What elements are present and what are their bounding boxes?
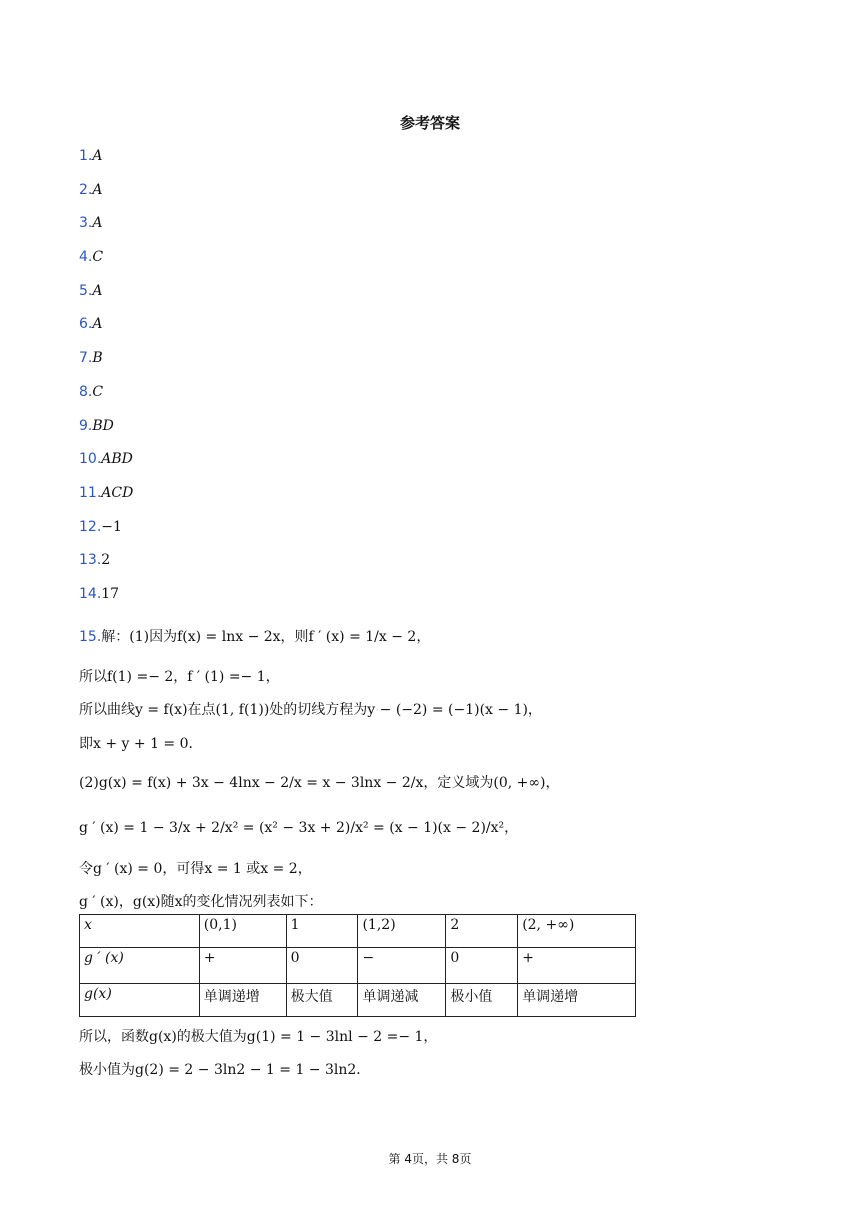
table-cell: +	[518, 948, 636, 984]
solution-line-9	[79, 1026, 779, 1046]
list-item	[79, 584, 133, 618]
table-cell: x	[80, 915, 200, 948]
answer-number: 4.	[79, 249, 93, 266]
answer-number: 15.	[79, 629, 102, 645]
table-cell: (2, +∞)	[518, 915, 636, 948]
solution-text: 令g ′ (x) = 0，可得x = 1 或x = 2，	[79, 861, 312, 877]
table-cell: 极小值	[446, 984, 518, 1017]
table-cell: (1,2)	[358, 915, 446, 948]
answer-value: A	[92, 215, 103, 232]
solution-text: 极小值为g(2) = 2 − 3ln2 − 1 = 1 − 3ln2．	[79, 1062, 371, 1078]
solution-line-3	[79, 699, 779, 719]
table-row	[80, 948, 636, 984]
answer-number: 8.	[79, 383, 93, 400]
list-item	[79, 449, 133, 483]
list-item	[79, 281, 133, 315]
list-item	[79, 483, 133, 517]
table-cell: 极大值	[286, 984, 358, 1017]
solution-text: (2)g(x) = f(x) + 3x − 4lnx − 2/x = x − 3lnx − 2/x，定义域为(0, +∞)，	[79, 775, 560, 791]
variation-table	[79, 914, 636, 1017]
list-item	[79, 180, 133, 214]
solution-text: 即x + y + 1 = 0．	[79, 736, 203, 752]
answer-value: ACD	[101, 484, 134, 501]
answer-number: 9.	[79, 417, 93, 434]
table-cell: 单调递减	[358, 984, 446, 1017]
table-cell: 2	[446, 915, 518, 948]
answer-number: 5.	[79, 282, 93, 299]
list-item	[79, 517, 133, 551]
answer-number: 1.	[79, 148, 93, 164]
solution-line-1	[79, 626, 779, 646]
list-item	[79, 314, 133, 348]
answer-number: 2.	[79, 181, 93, 198]
list-item	[79, 247, 133, 281]
answer-value: −1	[101, 518, 122, 535]
table-cell: 0	[286, 948, 358, 984]
page-title: 参考答案	[399, 114, 460, 132]
answer-number: 14.	[79, 585, 102, 602]
answer-value: 17	[101, 585, 120, 602]
solution-text: 解：(1)因为f(x) = lnx − 2x，则f ′ (x) = 1/x − 2，	[101, 629, 431, 645]
list-item	[79, 382, 133, 416]
answer-number: 3.	[79, 215, 93, 232]
answer-number: 12.	[79, 518, 102, 535]
answer-value: A	[92, 282, 103, 299]
solution-line-10	[79, 1059, 779, 1079]
table-cell: −	[358, 948, 446, 984]
table-row	[80, 915, 636, 948]
list-item	[79, 146, 133, 180]
list-item	[79, 213, 133, 247]
solution-text: g ′ (x)，g(x)随x的变化情况列表如下：	[79, 894, 323, 910]
table-cell: (0,1)	[199, 915, 286, 948]
answer-number: 10.	[79, 451, 102, 468]
table-row	[80, 984, 636, 1017]
table-cell: +	[199, 948, 286, 984]
table-cell: 0	[446, 948, 518, 984]
answer-value: C	[92, 249, 104, 266]
solution-line-4	[79, 733, 779, 753]
solution-text: 所以，函数g(x)的极大值为g(1) = 1 − 3lnl − 2 =− 1，	[79, 1029, 438, 1045]
page-footer: 第 4页，共 8页	[388, 1152, 472, 1166]
solution-line-7	[79, 858, 779, 878]
answer-list	[79, 146, 133, 618]
answer-value: ABD	[101, 451, 133, 468]
answer-number: 6.	[79, 316, 93, 333]
answer-value: A	[92, 316, 103, 333]
solution-line-8	[79, 891, 779, 911]
table-cell: 单调递增	[199, 984, 286, 1017]
answer-value: A	[92, 148, 103, 164]
table-cell: g(x)	[80, 984, 200, 1017]
solution-text: 所以f(1) =− 2，f ′ (1) =− 1，	[79, 669, 280, 685]
solution-text: g ′ (x) = 1 − 3/x + 2/x² = (x² − 3x + 2)/x² = (x − 1)(x − 2)/x²，	[79, 820, 519, 836]
answer-value: C	[92, 383, 104, 400]
table-cell: g ′ (x)	[80, 948, 200, 984]
list-item	[79, 550, 133, 584]
solution-line-2	[79, 666, 779, 686]
answer-number: 7.	[79, 350, 93, 367]
answer-value: 2	[101, 552, 111, 569]
answer-value: BD	[92, 417, 114, 434]
answer-value: A	[92, 181, 103, 198]
list-item	[79, 416, 133, 450]
table-cell: 单调递增	[518, 984, 636, 1017]
answer-number: 13.	[79, 552, 102, 569]
table-cell: 1	[286, 915, 358, 948]
answer-number: 11.	[79, 484, 102, 501]
answer-value: B	[92, 350, 103, 367]
solution-line-5	[79, 772, 779, 792]
solution-text: 所以曲线y = f(x)在点(1, f(1))处的切线方程为y − (−2) = (−1)(x − 1)，	[79, 702, 542, 718]
solution-line-6	[79, 817, 779, 837]
list-item	[79, 348, 133, 382]
